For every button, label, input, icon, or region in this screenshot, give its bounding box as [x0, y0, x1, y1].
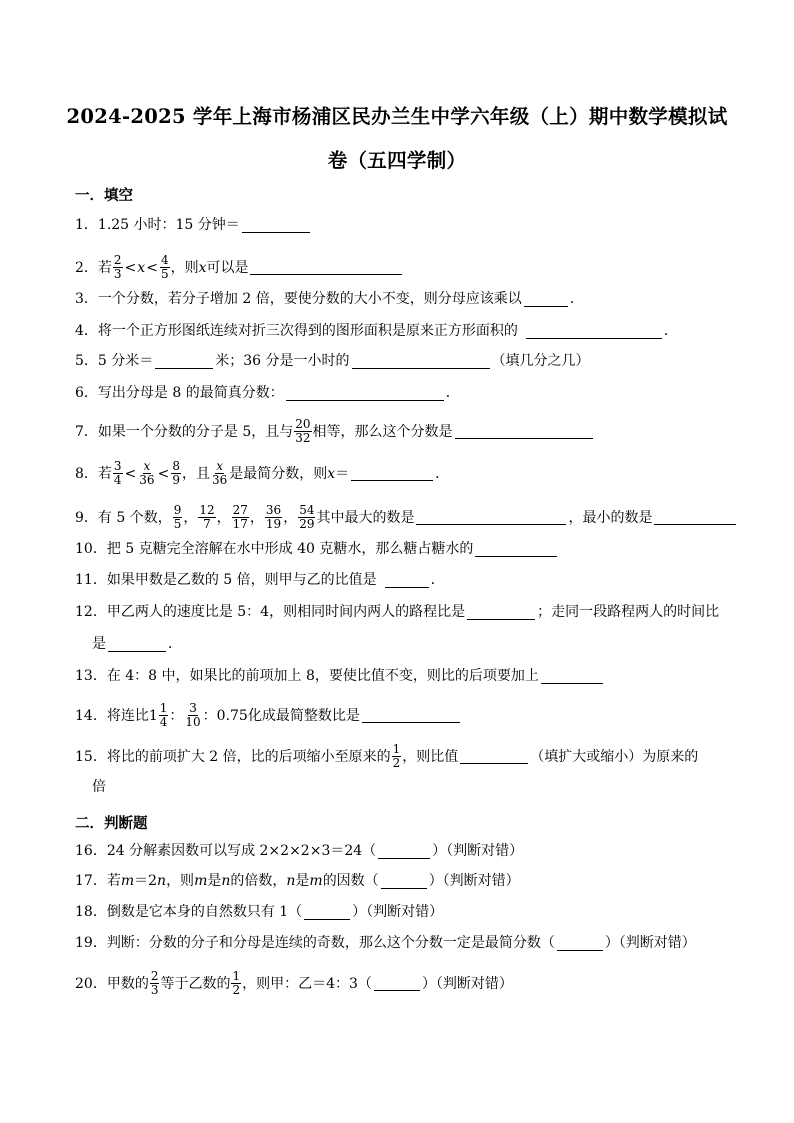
- question-14: 14．将连比 1 $\frac{1}{4}$ ： $\frac{3}{10}$ ：0.75化成最简整数比是: [75, 702, 462, 729]
- answer-blank[interactable]: [351, 466, 433, 481]
- answer-blank[interactable]: [374, 976, 420, 991]
- question-9: 9．有 5 个数， $\frac{9}{5}$ ， $\frac{12}{7}$ ， $\frac{27}{17}$ ， $\frac{36}{19}$ ， $\frac{54}{29}$ 其中最大的数是 ，最小的数是: [75, 504, 738, 531]
- question-16: 16．24 分解素因数可以写成 2×2×2×3＝24（ ）（判断对错）: [75, 843, 524, 859]
- answer-blank[interactable]: [455, 424, 593, 439]
- answer-blank[interactable]: [385, 573, 429, 588]
- answer-blank[interactable]: [524, 292, 568, 307]
- fraction: $\frac{1}{4}$: [159, 701, 168, 729]
- fraction: $\frac{36}{19}$: [265, 503, 282, 531]
- fraction: $\frac{3}{4}$: [113, 459, 122, 487]
- answer-blank[interactable]: [460, 749, 528, 764]
- question-6: 6．写出分母是 8 的最简真分数： ．: [75, 385, 460, 401]
- fraction: $\frac{4}{5}$: [160, 253, 169, 281]
- answer-blank[interactable]: [242, 218, 310, 233]
- answer-blank[interactable]: [654, 510, 736, 525]
- answer-blank[interactable]: [250, 260, 402, 275]
- question-5: 5．5 分米＝ 米；36 分是一小时的 （填几分之几）: [75, 353, 590, 369]
- answer-blank[interactable]: [155, 354, 213, 369]
- question-19: 19．判断：分数的分子和分母是连续的奇数，那么这个分数一定是最简分数（ ）（判断对错）: [75, 935, 696, 951]
- fraction: $\frac{1}{2}$: [392, 742, 401, 770]
- fraction: $\frac{27}{17}$: [232, 503, 248, 531]
- question-18: 18．倒数是它本身的自然数只有 1（ ）（判断对错）: [75, 904, 444, 920]
- question-13: 13．在 4：8 中，如果比的前项加上 8，要使比值不变，则比的后项要加上: [75, 667, 605, 685]
- answer-blank[interactable]: [286, 386, 444, 401]
- page-title: 2024-2025 学年上海市杨浦区民办兰生中学六年级（上）期中数学模拟试: [66, 105, 728, 128]
- question-1: 1．1.25 小时：15 分钟＝: [75, 216, 312, 234]
- question-20: 20．甲数的 $\frac{2}{3}$ 等于乙数的 $\frac{1}{2}$ ，则甲：乙＝4：3（ ）（判断对错）: [75, 969, 513, 997]
- fraction: $\frac{x}{36}$: [211, 459, 228, 487]
- fraction: $\frac{54}{29}$: [299, 503, 315, 531]
- answer-blank[interactable]: [362, 708, 460, 723]
- question-2: 2．若 $\frac{2}{3}$ < x < $\frac{4}{5}$ ，则 x 可以是: [75, 254, 404, 281]
- answer-blank[interactable]: [352, 354, 490, 369]
- section-heading-fill: 一．填空: [75, 187, 133, 204]
- fraction: $\frac{12}{7}$: [199, 503, 215, 531]
- answer-blank[interactable]: [475, 542, 557, 557]
- fraction: $\frac{3}{10}$: [185, 701, 201, 729]
- answer-blank[interactable]: [381, 874, 427, 889]
- page-title-cont: 卷（五四学制）: [327, 149, 467, 172]
- section-heading-judge: 二．判断题: [75, 815, 148, 832]
- fraction: $\frac{9}{5}$: [173, 503, 182, 531]
- question-15-cont: 倍: [92, 779, 106, 795]
- fraction: $\frac{2}{3}$: [150, 969, 159, 997]
- answer-blank[interactable]: [557, 936, 603, 951]
- question-17: 17．若 m ＝2 n ，则 m 是 n 的倍数， n 是 m 的因数（ ）（判断对错）: [75, 873, 520, 889]
- fraction: $\frac{1}{2}$: [232, 969, 241, 997]
- question-10: 10．把 5 克糖完全溶解在水中形成 40 克糖水，那么糖占糖水的: [75, 540, 559, 558]
- answer-blank[interactable]: [416, 510, 566, 525]
- question-8: 8．若 $\frac{3}{4}$ < $\frac{x}{36}$ < $\frac{8}{9}$ ，且 $\frac{x}{36}$ 是最简分数，则 x ＝ ．: [75, 459, 450, 487]
- answer-blank[interactable]: [378, 844, 430, 859]
- question-3: 3．一个分数，若分子增加 2 倍，要使分数的大小不变，则分母应该乘以 ．: [75, 291, 584, 307]
- answer-blank[interactable]: [108, 637, 166, 652]
- question-12-cont: 是 ．: [92, 636, 182, 652]
- answer-blank[interactable]: [467, 605, 535, 620]
- fraction: $\frac{8}{9}$: [172, 459, 180, 487]
- fraction: $\frac{x}{36}$: [139, 459, 155, 487]
- question-4: 4．将一个正方形图纸连续对折三次得到的图形面积是原来正方形面积的 ．: [75, 323, 678, 339]
- fraction: $\frac{20}{32}$: [295, 417, 311, 445]
- question-7: 7．如果一个分数的分子是 5，且与 $\frac{20}{32}$ 相等，那么这个分数是: [75, 418, 595, 445]
- question-15: 15．将比的前项扩大 2 倍，比的后项缩小至原来的 $\frac{1}{2}$ ，则比值 （填扩大或缩小）为原来的: [75, 742, 699, 770]
- answer-blank[interactable]: [541, 669, 603, 684]
- question-12: 12．甲乙两人的速度比是 5：4，则相同时间内两人的路程比是 ；走同一段路程两人的时间比: [75, 604, 720, 620]
- answer-blank[interactable]: [304, 905, 350, 920]
- fraction: $\frac{2}{3}$: [113, 253, 122, 281]
- question-11: 11．如果甲数是乙数的 5 倍，则甲与乙的比值是 ．: [75, 572, 445, 588]
- answer-blank[interactable]: [526, 324, 662, 339]
